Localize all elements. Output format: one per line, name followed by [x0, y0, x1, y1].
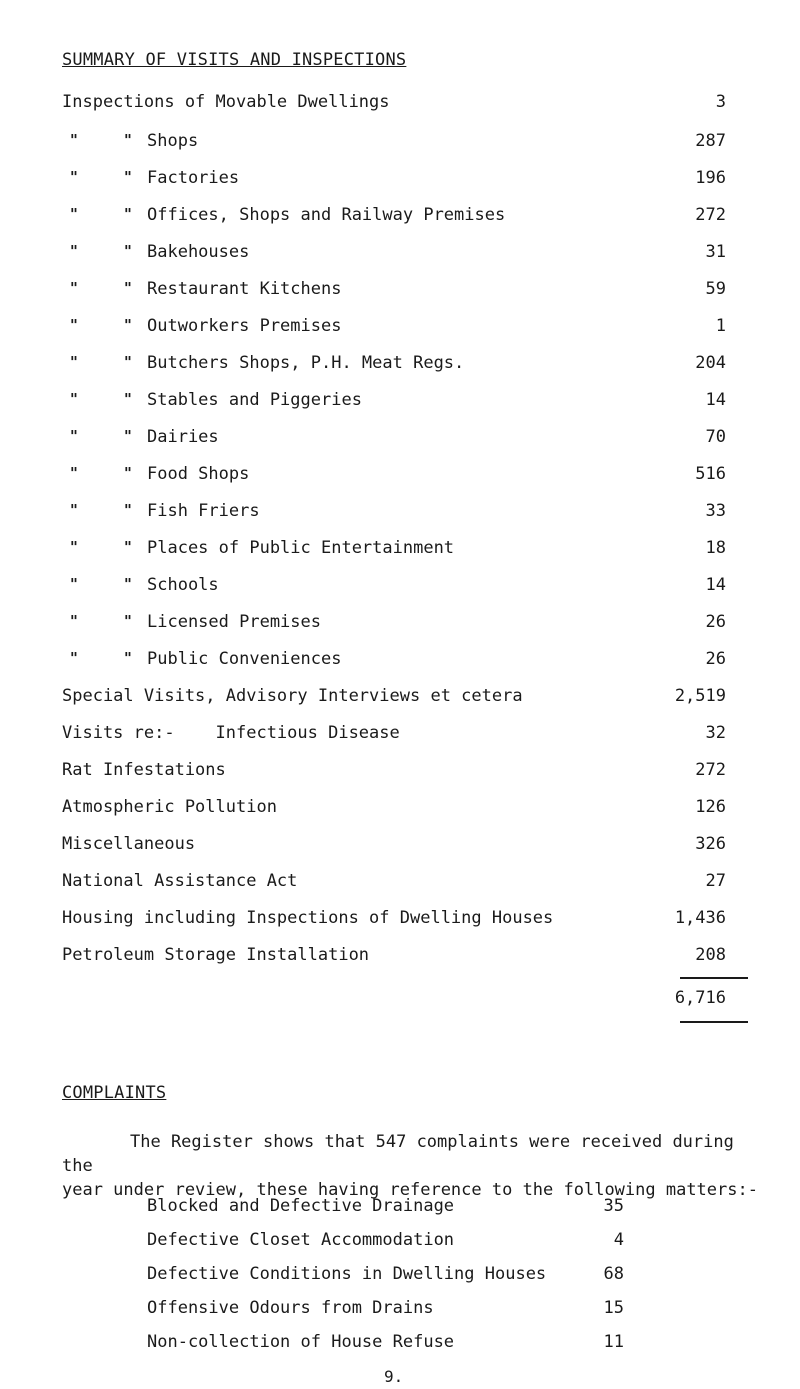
complaint-row [0, 1196, 800, 1220]
inspection-label: Inspections of Movable Dwellings [62, 92, 390, 112]
inspection-label: Dairies [147, 427, 219, 447]
inspection-row [0, 427, 800, 451]
inspection-value: 287 [695, 131, 726, 151]
ditto-mark: " [70, 279, 78, 297]
visit-label: Petroleum Storage Installation [62, 945, 370, 965]
inspection-value: 3 [715, 92, 726, 112]
visit-label: Visits re:- Infectious Disease [62, 723, 400, 743]
complaint-label: Defective Closet Accommodation [147, 1230, 455, 1250]
page-number: 9. [384, 1367, 404, 1386]
inspection-row [0, 575, 800, 599]
inspection-row [0, 131, 800, 155]
complaint-row [0, 1298, 800, 1322]
inspection-row [0, 279, 800, 303]
complaint-row [0, 1230, 800, 1254]
total-rule-bottom [680, 1021, 748, 1023]
inspection-label: Butchers Shops, P.H. Meat Regs. [147, 353, 465, 373]
visit-label: Housing including Inspections of Dwelling Houses [62, 908, 554, 928]
inspection-value: 272 [695, 205, 726, 225]
inspection-value: 26 [705, 612, 726, 632]
complaint-row [0, 1264, 800, 1288]
inspection-value: 14 [705, 390, 726, 410]
inspection-label: Licensed Premises [147, 612, 321, 632]
visit-value: 1,436 [674, 908, 726, 928]
ditto-mark: " [124, 575, 132, 593]
ditto-mark: " [124, 353, 132, 371]
inspection-row [0, 205, 800, 229]
inspection-row [0, 501, 800, 525]
ditto-mark: " [70, 242, 78, 260]
ditto-mark: " [124, 168, 132, 186]
inspection-label: Restaurant Kitchens [147, 279, 342, 299]
visit-row [0, 908, 800, 932]
visit-value: 126 [695, 797, 726, 817]
ditto-mark: " [124, 131, 132, 149]
complaint-value: 35 [603, 1196, 624, 1216]
ditto-mark: " [124, 464, 132, 482]
inspection-label: Food Shops [147, 464, 250, 484]
ditto-mark: " [70, 575, 78, 593]
ditto-mark: " [124, 501, 132, 519]
paragraph-line: year under review, these having reference to the following matters:- [62, 1180, 758, 1200]
ditto-mark: " [70, 464, 78, 482]
visit-value: 208 [695, 945, 726, 965]
complaints-heading: COMPLAINTS [62, 1083, 167, 1103]
ditto-mark: " [124, 205, 132, 223]
ditto-mark: " [70, 501, 78, 519]
inspection-row [0, 612, 800, 636]
complaint-value: 15 [603, 1298, 624, 1318]
visit-row [0, 686, 800, 710]
ditto-mark: " [70, 131, 78, 149]
inspection-value: 18 [705, 538, 726, 558]
inspection-value: 70 [705, 427, 726, 447]
ditto-mark: " [70, 205, 78, 223]
inspection-value: 204 [695, 353, 726, 373]
visit-label: National Assistance Act [62, 871, 298, 891]
complaint-label: Non-collection of House Refuse [147, 1332, 455, 1352]
visit-row [0, 760, 800, 784]
ditto-mark: " [124, 279, 132, 297]
inspection-row [0, 316, 800, 340]
ditto-mark: " [124, 649, 132, 667]
ditto-mark: " [70, 538, 78, 556]
inspection-label: Stables and Piggeries [147, 390, 362, 410]
ditto-mark: " [124, 316, 132, 334]
inspection-label: Offices, Shops and Railway Premises [147, 205, 506, 225]
ditto-mark: " [124, 390, 132, 408]
ditto-mark: " [70, 353, 78, 371]
total-value: 6,716 [674, 988, 726, 1008]
inspection-label: Outworkers Premises [147, 316, 342, 336]
total-rule-top [680, 977, 748, 979]
visit-label: Atmospheric Pollution [62, 797, 277, 817]
total-row [0, 988, 800, 1012]
visit-value: 32 [705, 723, 726, 743]
inspection-value: 1 [715, 316, 726, 336]
complaint-value: 68 [603, 1264, 624, 1284]
inspection-value: 26 [705, 649, 726, 669]
visit-value: 326 [695, 834, 726, 854]
visit-value: 2,519 [674, 686, 726, 706]
inspection-label: Places of Public Entertainment [147, 538, 455, 558]
ditto-mark: " [124, 612, 132, 630]
ditto-mark: " [70, 390, 78, 408]
complaint-value: 4 [613, 1230, 624, 1250]
inspection-row [0, 353, 800, 377]
inspection-value: 516 [695, 464, 726, 484]
complaint-label: Defective Conditions in Dwelling Houses [147, 1264, 547, 1284]
complaint-label: Offensive Odours from Drains [147, 1298, 434, 1318]
inspection-row [0, 538, 800, 562]
visit-row [0, 723, 800, 747]
inspection-row [0, 168, 800, 192]
complaint-label: Blocked and Defective Drainage [147, 1196, 455, 1216]
ditto-mark: " [124, 538, 132, 556]
inspection-label: Public Conveniences [147, 649, 342, 669]
inspection-label: Shops [147, 131, 199, 151]
inspection-row [0, 92, 800, 116]
inspection-value: 33 [705, 501, 726, 521]
visit-label: Miscellaneous [62, 834, 196, 854]
visit-label: Rat Infestations [62, 760, 226, 780]
visit-row [0, 797, 800, 821]
inspection-label: Fish Friers [147, 501, 260, 521]
inspection-value: 31 [705, 242, 726, 262]
inspection-value: 59 [705, 279, 726, 299]
inspection-row [0, 464, 800, 488]
inspection-label: Factories [147, 168, 240, 188]
visit-row [0, 834, 800, 858]
ditto-mark: " [124, 242, 132, 260]
ditto-mark: " [70, 612, 78, 630]
ditto-mark: " [70, 168, 78, 186]
complaints-paragraph [62, 1130, 762, 1202]
complaint-row [0, 1332, 800, 1356]
inspection-label: Bakehouses [147, 242, 250, 262]
inspection-row [0, 649, 800, 673]
visit-value: 272 [695, 760, 726, 780]
visit-label: Special Visits, Advisory Interviews et cetera [62, 686, 523, 706]
paragraph-line: The Register shows that 547 complaints were received during the [62, 1132, 734, 1176]
inspection-row [0, 242, 800, 266]
inspection-row [0, 390, 800, 414]
visit-value: 27 [705, 871, 726, 891]
page-title: SUMMARY OF VISITS AND INSPECTIONS [62, 50, 407, 70]
complaint-value: 11 [603, 1332, 624, 1352]
ditto-mark: " [124, 427, 132, 445]
inspection-label: Schools [147, 575, 219, 595]
ditto-mark: " [70, 316, 78, 334]
visit-row [0, 945, 800, 969]
ditto-mark: " [70, 649, 78, 667]
inspection-value: 196 [695, 168, 726, 188]
inspection-value: 14 [705, 575, 726, 595]
ditto-mark: " [70, 427, 78, 445]
visit-row [0, 871, 800, 895]
